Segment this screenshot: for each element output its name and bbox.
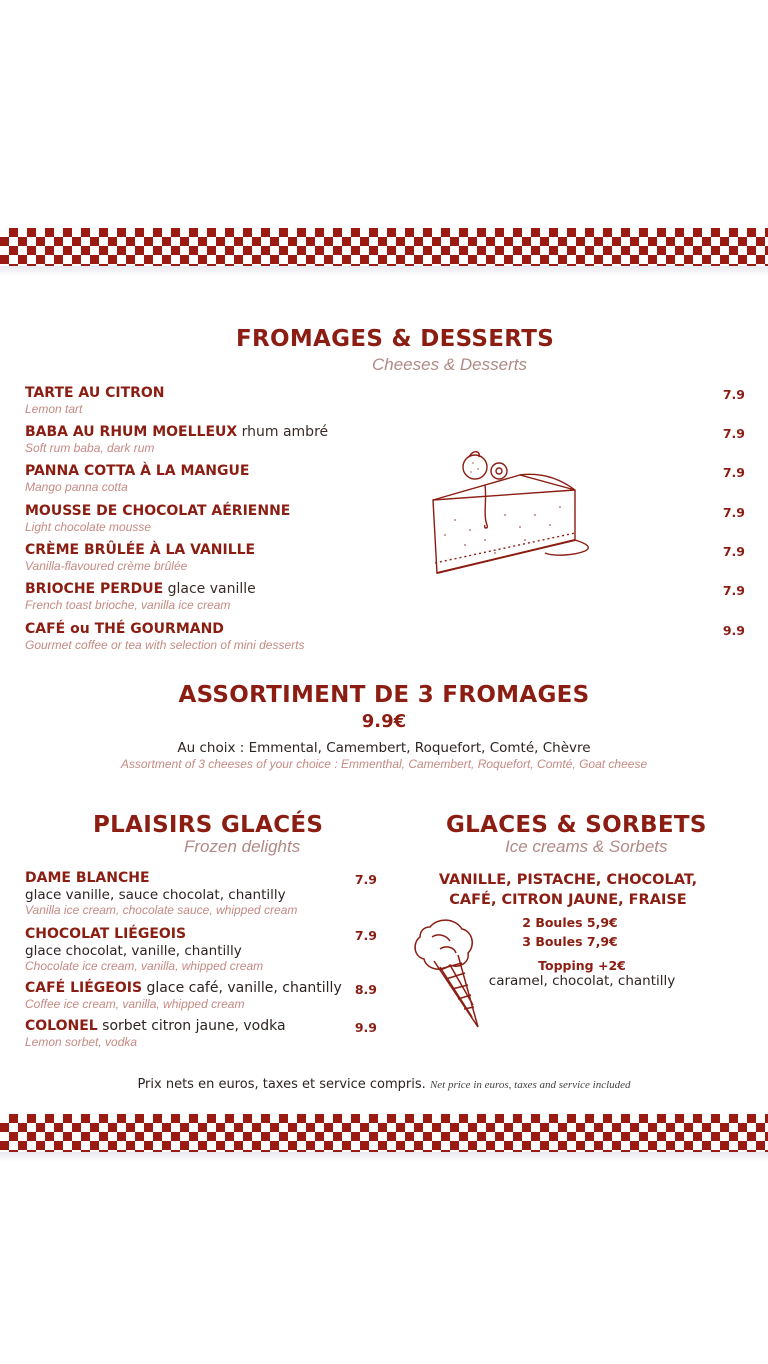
three-scoops-price: 3 Boules 7,9€ bbox=[522, 934, 618, 949]
item-name: COLONEL bbox=[25, 1018, 98, 1034]
item-description: Vanilla ice cream, chocolate sauce, whipped cream bbox=[25, 903, 298, 917]
ice-cream-cone-illustration-icon bbox=[410, 915, 488, 1033]
item-price: 8.9 bbox=[354, 982, 377, 997]
item-price: 7.9 bbox=[722, 465, 745, 480]
item-price: 7.9 bbox=[722, 505, 745, 520]
cheese-choice-english: Assortment of 3 cheeses of your choice : Emmenthal, Camembert, Roquefort, Comté, Goat cheese bbox=[120, 757, 648, 771]
item-price: 9.9 bbox=[354, 1020, 377, 1035]
item-name: TARTE AU CITRON bbox=[25, 385, 165, 401]
item-price: 7.9 bbox=[354, 872, 377, 887]
item-extra: sorbet citron jaune, vodka bbox=[97, 1018, 286, 1034]
item-name: CAFÉ LIÉGEOIS bbox=[25, 980, 143, 996]
menu-item bbox=[25, 870, 377, 917]
menu-item bbox=[25, 1018, 377, 1049]
price-note-french: Prix nets en euros, taxes et service compris. bbox=[137, 1077, 426, 1092]
flavors-line-2: CAFÉ, CITRON JAUNE, FRAISE bbox=[449, 892, 687, 908]
flavors-list bbox=[420, 870, 716, 910]
menu-item bbox=[25, 503, 745, 534]
cheese-choice: Au choix : Emmental, Camembert, Roquefort, Comté, Chèvre bbox=[177, 740, 591, 756]
section-title-cheese: ASSORTIMENT DE 3 FROMAGES bbox=[178, 682, 590, 708]
item-description: Light chocolate mousse bbox=[25, 520, 152, 534]
price-note-english: Net price in euros, taxes and service included bbox=[429, 1079, 631, 1091]
menu-item bbox=[25, 980, 377, 1011]
cheese-price: 9.9€ bbox=[361, 711, 407, 732]
section-title-glaces: GLACES & SORBETS bbox=[446, 812, 707, 838]
section-subtitle-desserts: Cheeses & Desserts bbox=[372, 355, 527, 374]
item-extra: glace café, vanille, chantilly bbox=[142, 980, 342, 996]
menu-item bbox=[25, 542, 745, 573]
item-price: 9.9 bbox=[722, 623, 745, 638]
item-description: Lemon tart bbox=[25, 402, 83, 416]
item-description: Coffee ice cream, vanilla, whipped cream bbox=[25, 997, 245, 1011]
topping-label: Topping +2€ bbox=[538, 958, 626, 973]
price-note bbox=[0, 1077, 768, 1092]
item-description: French toast brioche, vanilla ice cream bbox=[25, 598, 231, 612]
item-ingredients: glace chocolat, vanille, chantilly bbox=[25, 943, 242, 959]
item-extra: glace vanille bbox=[163, 581, 256, 597]
item-description: Vanilla-flavoured crème brûlée bbox=[25, 559, 188, 573]
section-subtitle-glaces: Ice creams & Sorbets bbox=[505, 837, 668, 856]
menu-item bbox=[25, 385, 745, 416]
topping-block bbox=[470, 958, 694, 989]
section-title-desserts: FROMAGES & DESSERTS bbox=[236, 326, 555, 352]
checker-border-bottom bbox=[0, 1114, 768, 1152]
item-price: 7.9 bbox=[722, 387, 745, 402]
item-description: Soft rum baba, dark rum bbox=[25, 441, 155, 455]
item-ingredients: glace vanille, sauce chocolat, chantilly bbox=[25, 887, 286, 903]
item-description: Lemon sorbet, vodka bbox=[25, 1035, 138, 1049]
cheesecake-illustration-icon bbox=[425, 445, 595, 580]
section-title-plaisirs: PLAISIRS GLACÉS bbox=[93, 812, 324, 838]
border-shadow-top bbox=[0, 266, 768, 276]
item-description: Mango panna cotta bbox=[25, 480, 128, 494]
item-name: DAME BLANCHE bbox=[25, 870, 150, 886]
menu-item bbox=[25, 581, 745, 612]
flavors-line-1: VANILLE, PISTACHE, CHOCOLAT, bbox=[438, 872, 698, 888]
item-price: 7.9 bbox=[722, 426, 745, 441]
menu-item bbox=[25, 926, 377, 973]
menu-item bbox=[25, 463, 745, 494]
item-description: Gourmet coffee or tea with selection of mini desserts bbox=[25, 638, 305, 652]
item-name: CHOCOLAT LIÉGEOIS bbox=[25, 926, 187, 942]
item-name: PANNA COTTA À LA MANGUE bbox=[25, 463, 250, 479]
item-name: CAFÉ ou THÉ GOURMAND bbox=[25, 621, 224, 637]
topping-options: caramel, chocolat, chantilly bbox=[488, 973, 676, 989]
item-description: Chocolate ice cream, vanilla, whipped cream bbox=[25, 959, 264, 973]
menu-item bbox=[25, 424, 745, 455]
item-name: BABA AU RHUM MOELLEUX bbox=[25, 424, 238, 440]
item-extra: rhum ambré bbox=[237, 424, 329, 440]
item-price: 7.9 bbox=[354, 928, 377, 943]
item-name: CRÈME BRÛLÉE À LA VANILLE bbox=[25, 542, 256, 558]
checker-border-top bbox=[0, 228, 768, 266]
menu-item bbox=[25, 621, 745, 652]
border-shadow-bottom bbox=[0, 1152, 768, 1162]
item-price: 7.9 bbox=[722, 544, 745, 559]
item-price: 7.9 bbox=[722, 583, 745, 598]
two-scoops-price: 2 Boules 5,9€ bbox=[522, 915, 618, 930]
item-name: MOUSSE DE CHOCOLAT AÉRIENNE bbox=[25, 503, 291, 519]
item-name: BRIOCHE PERDUE bbox=[25, 581, 164, 597]
section-subtitle-plaisirs: Frozen delights bbox=[184, 837, 301, 856]
